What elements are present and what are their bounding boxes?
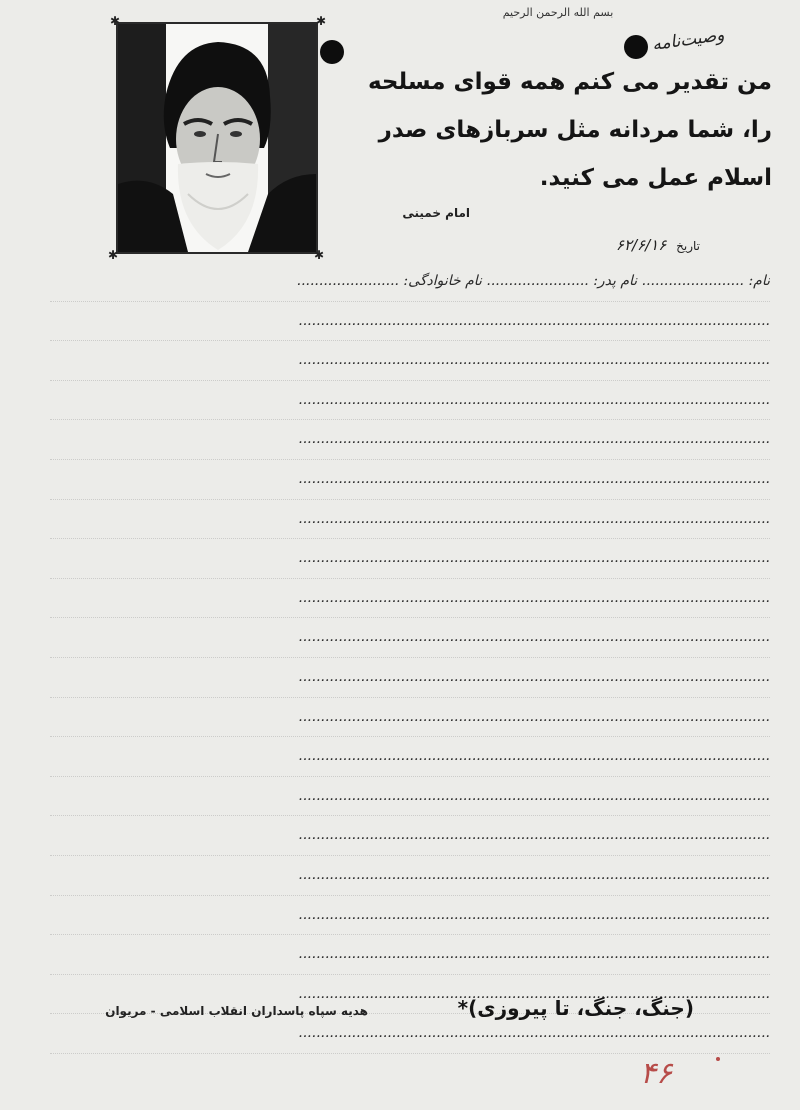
letter-line: .......................................................................................................... — [50, 539, 770, 579]
letter-line: .......................................................................................................... — [50, 1014, 770, 1054]
punch-hole — [320, 40, 344, 64]
star-icon: ✱ — [313, 248, 324, 262]
date-label: تاریخ — [676, 239, 700, 253]
letter-line: .......................................................................................................... — [50, 618, 770, 658]
letter-line: .......................................................................................................... — [50, 856, 770, 896]
letter-line: .......................................................................................................... — [50, 500, 770, 540]
letter-line: .......................................................................................................... — [50, 698, 770, 738]
punch-hole — [624, 35, 648, 59]
page-number: ۴۶ — [640, 1056, 673, 1091]
bismillah: بسم الله الرحمن الرحیم — [502, 6, 614, 19]
quote-line: را، شما مردانه مثل سربازهای صدر — [378, 117, 772, 143]
letter-line: .......................................................................................................... — [50, 302, 770, 342]
letter-line: .......................................................................................................... — [50, 935, 770, 975]
footer-slogan: (جنگ، جنگ، تا پیروزی)* — [457, 996, 694, 1020]
footer-sponsor: هدیه سپاه پاسداران انقلاب اسلامی - مریوان — [105, 1004, 368, 1018]
star-icon: ✱ — [315, 14, 326, 28]
letter-line: .......................................................................................................... — [50, 777, 770, 817]
letter-line: .......................................................................................................... — [50, 975, 770, 1015]
letter-line: .......................................................................................................... — [50, 381, 770, 421]
star-icon: ✱ — [110, 14, 121, 28]
handwritten-title: وصیت‌نامه — [650, 25, 726, 55]
star-icon: ✱ — [108, 248, 119, 262]
portrait-photo-icon — [118, 24, 316, 252]
date-field — [550, 236, 700, 254]
letter-line: .......................................................................................................... — [50, 341, 770, 381]
portrait-photo — [108, 14, 326, 262]
letter-line: .......................................................................................................... — [50, 579, 770, 619]
ink-dot — [716, 1057, 720, 1061]
date-value: ۶۲/۶/۱۶ — [615, 236, 667, 254]
letter-line: نام: ....................... نام پدر: ....................... نام خانوادگی: ....................... — [50, 262, 770, 302]
handwritten-letter — [50, 262, 770, 1054]
letter-line: .......................................................................................................... — [50, 420, 770, 460]
quote-line: اسلام عمل می کنید. — [539, 165, 772, 191]
letter-line: .......................................................................................................... — [50, 460, 770, 500]
letter-line: .......................................................................................................... — [50, 658, 770, 698]
letter-line: .......................................................................................................... — [50, 816, 770, 856]
quote-line: من تقدیر می کنم همه قوای مسلحه — [367, 69, 772, 95]
letter-line: .......................................................................................................... — [50, 896, 770, 936]
quote-block — [344, 58, 772, 202]
quote-author: امام خمینی — [402, 206, 470, 220]
letter-line: .......................................................................................................... — [50, 737, 770, 777]
